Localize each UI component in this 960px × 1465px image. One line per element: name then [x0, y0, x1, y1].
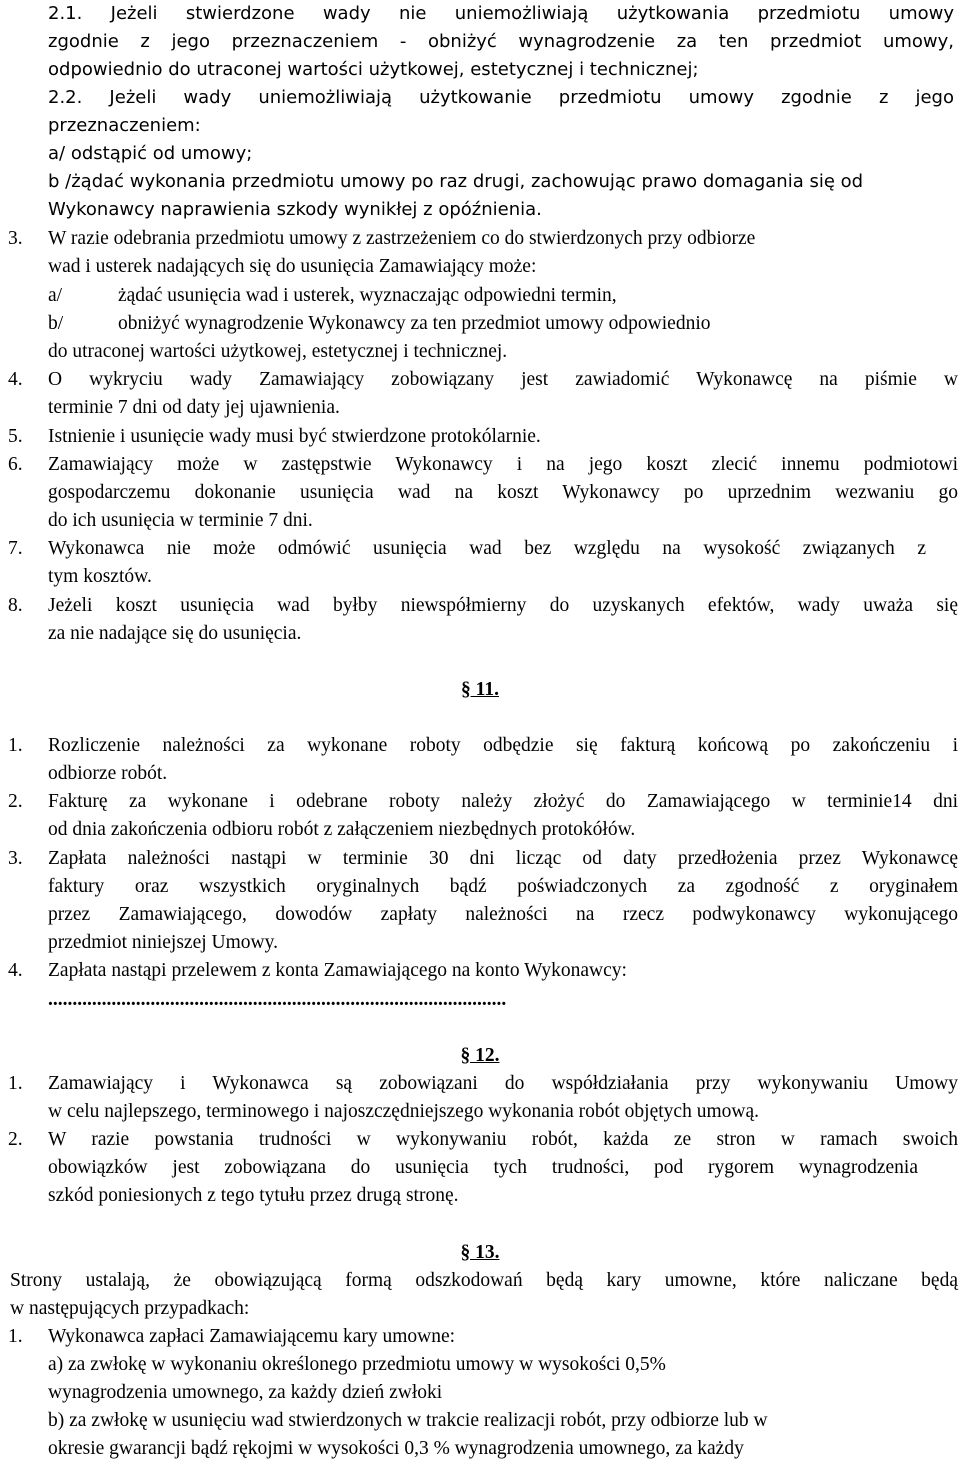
text-line: b /żądać wykonania przedmiotu umowy po raz drugi, zachowując prawo domagania się od: [48, 171, 864, 192]
text-line: w celu najlepszego, terminowego i najoszczędniejszego wykonania robót objętych umową.: [48, 1101, 759, 1122]
text-line: Zapłata należności nastąpi w terminie 30 dni licząc od daty przedłożenia przez Wykonawcę: [48, 848, 958, 869]
list-number: 3.: [8, 848, 23, 869]
list-number: 1.: [8, 735, 23, 756]
text-line: okresie gwarancji bądź rękojmi w wysokości 0,3 % wynagrodzenia umownego, za każdy: [48, 1438, 744, 1459]
text-line: Zamawiający może w zastępstwie Wykonawcy i na jego koszt zlecić innemu podmiotowi: [48, 454, 958, 475]
text-line: Zapłata nastąpi przelewem z konta Zamawiającego na konto Wykonawcy:: [48, 960, 627, 981]
section-heading: § 11.: [461, 679, 499, 700]
list-number: 5.: [8, 426, 23, 447]
text-line: w następujących przypadkach:: [10, 1298, 250, 1319]
list-number: 2.: [8, 791, 23, 812]
text-line: za nie nadające się do usunięcia.: [48, 623, 302, 644]
list-letter: b/: [48, 313, 64, 334]
text-line: przeznaczeniem:: [48, 115, 201, 136]
text-line: wynagrodzenia umownego, za każdy dzień zwłoki: [48, 1382, 443, 1403]
text-line: Rozliczenie należności za wykonane roboty odbędzie się fakturą końcową po zakończeniu i: [48, 735, 958, 756]
text-line: b) za zwłokę w usunięciu wad stwierdzonych w trakcie realizacji robót, przy odbiorze lub w: [48, 1410, 768, 1431]
text-line: do ich usunięcia w terminie 7 dni.: [48, 510, 313, 531]
list-number: 2.: [8, 1129, 23, 1150]
text-line: a/ odstąpić od umowy;: [48, 143, 253, 164]
text-line: 2.2. Jeżeli wady uniemożliwiają użytkowanie przedmiotu umowy zgodnie z jego: [48, 87, 954, 108]
text-line: Jeżeli koszt usunięcia wad byłby niewspółmierny do uzyskanych efektów, wady uważa się: [48, 595, 958, 616]
section-heading: § 12.: [460, 1045, 500, 1066]
text-line: przez Zamawiającego, dowodów zapłaty należności na rzecz podwykonawcy wykonującego: [48, 904, 958, 925]
text-line: Wykonawca zapłaci Zamawiającemu kary umowne:: [48, 1326, 456, 1347]
text-line: 2.1. Jeżeli stwierdzone wady nie uniemożliwiają użytkowania przedmiotu umowy: [48, 3, 954, 24]
text-line: W razie odebrania przedmiotu umowy z zastrzeżeniem co do stwierdzonych przy odbiorze: [48, 228, 756, 249]
section-heading: § 13.: [460, 1242, 500, 1263]
list-number: 4.: [8, 369, 23, 390]
list-number: 4.: [8, 960, 23, 981]
list-letter: a/: [48, 285, 63, 306]
list-number: 1.: [8, 1073, 23, 1094]
text-line: Wykonawcy naprawienia szkody wynikłej z opóźnienia.: [48, 199, 542, 220]
text-line: O wykryciu wady Zamawiający zobowiązany jest zawiadomić Wykonawcę na piśmie w: [48, 369, 958, 390]
text-line: szkód poniesionych z tego tytułu przez drugą stronę.: [48, 1185, 459, 1206]
text-line: od dnia zakończenia odbioru robót z załączeniem niezbędnych protokółów.: [48, 819, 636, 840]
text-line: wad i usterek nadających się do usunięcia Zamawiający może:: [48, 256, 537, 277]
text-line: odbiorze robót.: [48, 763, 168, 784]
text-line: Strony ustalają, że obowiązującą formą odszkodowań będą kary umowne, które naliczane będą: [10, 1270, 958, 1291]
account-placeholder: ..............................................................................................: [48, 989, 507, 1010]
text-line: gospodarczemu dokonanie usunięcia wad na koszt Wykonawcy po uprzednim wezwaniu go: [48, 482, 958, 503]
text-line: terminie 7 dni od daty jej ujawnienia.: [48, 397, 340, 418]
text-line: Istnienie i usunięcie wady musi być stwierdzone protokólarnie.: [48, 426, 541, 447]
text-line: Fakturę za wykonane i odebrane roboty należy złożyć do Zamawiającego w terminie14 dni: [48, 791, 958, 812]
text-line: zgodnie z jego przeznaczeniem - obniżyć wynagrodzenie za ten przedmiot umowy,: [48, 31, 954, 52]
text-line: faktury oraz wszystkich oryginalnych bądź poświadczonych za zgodność z oryginałem: [48, 876, 958, 897]
text-line: a) za zwłokę w wykonaniu określonego przedmiotu umowy w wysokości 0,5%: [48, 1354, 666, 1375]
list-number: 1.: [8, 1326, 23, 1347]
text-line: Zamawiający i Wykonawca są zobowiązani do współdziałania przy wykonywaniu Umowy: [48, 1073, 958, 1094]
text-line: Wykonawca nie może odmówić usunięcia wad bez względu na wysokość związanych z: [48, 538, 926, 559]
list-number: 7.: [8, 538, 23, 559]
text-line: odpowiednio do utraconej wartości użytkowej, estetycznej i technicznej;: [48, 59, 699, 80]
list-number: 6.: [8, 454, 23, 475]
list-number: 3.: [8, 228, 23, 249]
list-number: 8.: [8, 595, 23, 616]
text-line: żądać usunięcia wad i usterek, wyznaczając odpowiedni termin,: [118, 285, 617, 306]
text-line: przedmiot niniejszej Umowy.: [48, 932, 278, 953]
text-line: tym kosztów.: [48, 566, 152, 587]
text-line: obowiązków jest zobowiązana do usunięcia tych trudności, pod rygorem wynagrodzenia: [48, 1157, 918, 1178]
text-line: obniżyć wynagrodzenie Wykonawcy za ten przedmiot umowy odpowiednio: [118, 313, 711, 334]
text-line: do utraconej wartości użytkowej, estetycznej i technicznej.: [48, 341, 508, 362]
text-line: W razie powstania trudności w wykonywaniu robót, każda ze stron w ramach swoich: [48, 1129, 958, 1150]
